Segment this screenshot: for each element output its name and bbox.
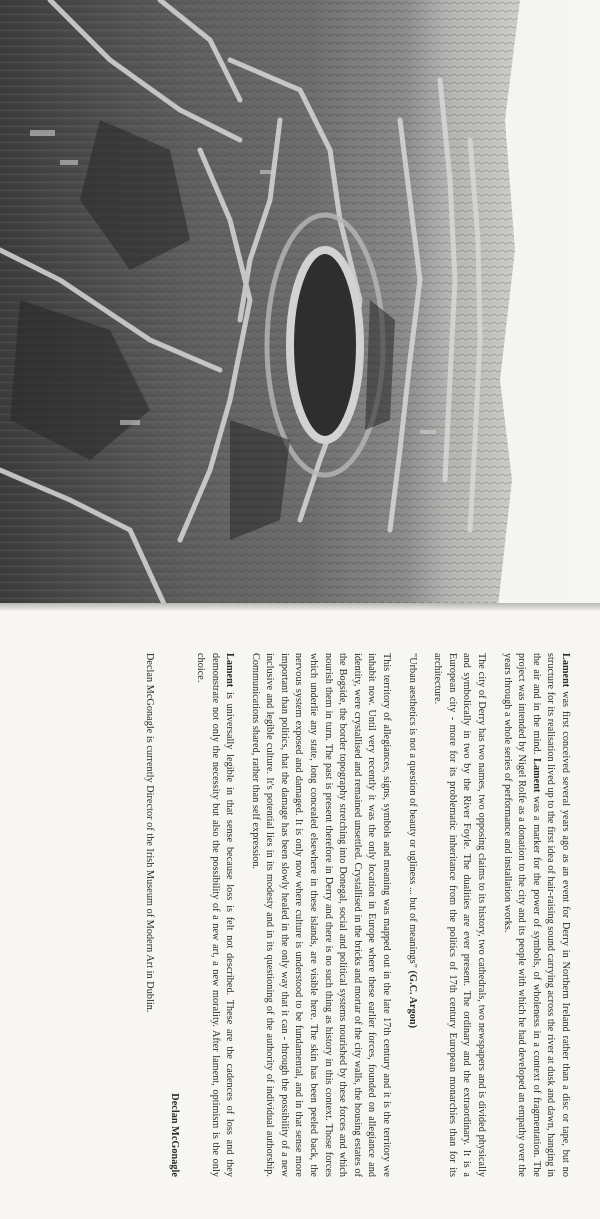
- quote-attribution: (G.C. Argon): [406, 967, 418, 1029]
- essay-paragraph-4: [192, 653, 236, 1177]
- author-bio: Declan McGonagle is currently Director of the Irish Museum of Modern Art in Dublin.: [143, 653, 155, 1013]
- lament-title: Lament: [224, 653, 236, 688]
- essay-paragraph-2: The city of Derry has two names, two opposing claims to its history, two cathedrals, two newspapers and is divided physically and symbolically in two by the River Foyle. The dualities are ever present. The ordinary and the extraordinary. It is a European city - more for its problematic inheritance from the politics of 17th century European monarchies than for its architecture.: [432, 653, 488, 1177]
- essay-paragraph-3: This territory of allegiances, signs, symbols and meaning was mapped out in the late 17th century and it is the territory we inhabit now. Until very recently it was the only location in Europe where these earlier forces, founded on allegiance and identity, were crystallised and remained unsettled. Crystallised in the bricks and mortar of the city walls, the housing estates of the Bogside, the border topography stretching into Donegal, social and political systems nourished by these forces and which nourish them in turn. The past is present therefore in Derry and there is no such thing as history in this context. Those forces which underlie any state, long concealed elsewhere in these islands, are visible here. The skin has been peeled back, the nervous system exposed and damaged. It is only now where culture is understood to be fundamental, and in that sense more important than politics, that the damage has been slowly healed in the only way that it can - through the possibility of a new inclusive and legible culture. It's potential lies in its modesty and in its questioning of the authority of individual authorship. Communications shared, rather than self expression.: [249, 653, 393, 1177]
- paragraph-1-text-b: was a marker for the power of symbols, of wholeness in a context of fragmentation. The project was intended by Nigel Rolfe as a donation to the city and its people with which he had developed an empathy over the years through a whole series of performance and installation works.: [501, 653, 542, 1177]
- lament-title: Lament: [530, 758, 542, 793]
- essay-paragraph-1: [499, 653, 572, 1177]
- page-fold-shadow: [0, 603, 600, 611]
- essay-quote: [404, 653, 419, 1177]
- aerial-photo-drawing: [0, 0, 600, 606]
- aerial-landscape-photo: [0, 0, 600, 606]
- paragraph-1-text-a: was first conceived several years ago as an event for Derry in Northern Ireland rather than a disc or tape, but no structure for its realisation lived up to the first idea of hair-raising sound carrying across the river at dusk and dawn, hanging in the air and in the mind.: [530, 653, 571, 1177]
- paragraph-4-text: is universally legible in that sense because loss is felt not described. These are the cadences of loss and they demonstrate not only the necessity but also the possibility of a new art, a new morality. After lament, optimism is the only choice.: [194, 653, 236, 1177]
- quote-text: "Urban aesthetics is not a question of beauty or ugliness ... but of meanings": [406, 653, 418, 968]
- essay-rotated-text: [20, 635, 580, 1195]
- lament-title: Lament: [560, 653, 571, 688]
- essay-body: [141, 635, 580, 1195]
- author-signature: Declan McGonagle: [169, 1093, 181, 1177]
